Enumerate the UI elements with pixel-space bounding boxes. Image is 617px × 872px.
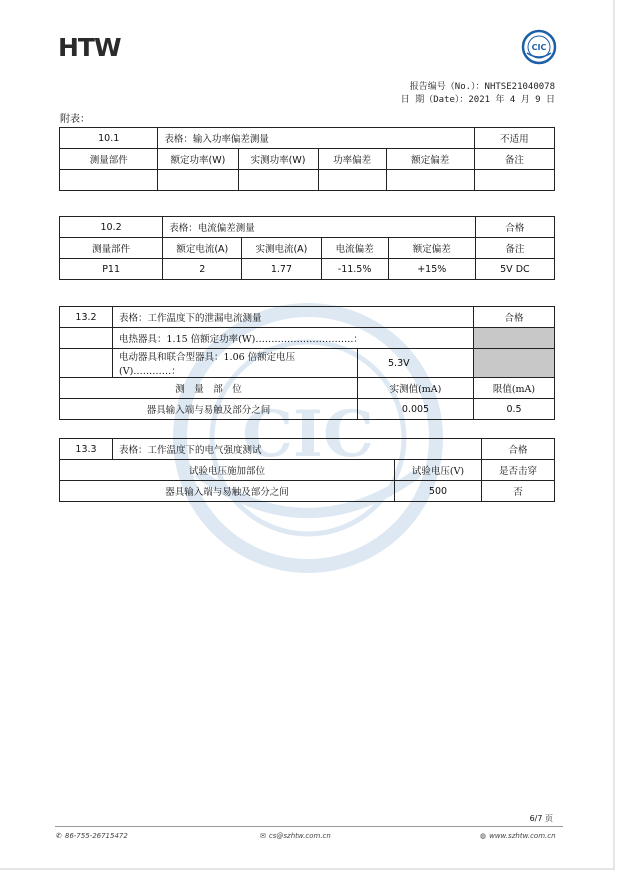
header-cell: 实测功率(W) — [238, 149, 318, 170]
data-cell: +15% — [388, 259, 475, 280]
footer-divider — [55, 826, 563, 827]
data-cell: 否 — [482, 481, 555, 502]
header-cell: 试验电压施加部位 — [60, 460, 395, 481]
header-cell: 测量部件 — [60, 149, 158, 170]
phone-icon: ✆ — [56, 832, 62, 840]
header-cell: 功率偏差 — [318, 149, 386, 170]
header-cell: 额定偏差 — [386, 149, 474, 170]
header-cell: 备注 — [475, 238, 554, 259]
header-cell: 电流偏差 — [321, 238, 388, 259]
table-title: 表格：工作温度下的电气强度测试 — [113, 439, 482, 460]
table-num: 10.1 — [60, 128, 158, 149]
footer-email — [260, 832, 331, 840]
grey-cell — [474, 349, 555, 378]
verdict: 合格 — [482, 439, 555, 460]
spacer-cell — [60, 328, 113, 349]
table-13-2 — [59, 306, 555, 420]
header-cell: 额定电流(A) — [163, 238, 242, 259]
web-text: www.szhtw.com.cn — [489, 832, 556, 840]
header-cell: 备注 — [474, 149, 554, 170]
table-13-3 — [59, 438, 555, 502]
report-number: 报告编号（No.）：NHTSE21040078 — [409, 82, 555, 92]
data-cell: -11.5% — [321, 259, 388, 280]
globe-icon: ◍ — [480, 832, 487, 840]
table-title: 表格：工作温度下的泄漏电流测量 — [113, 307, 474, 328]
data-cell — [60, 170, 158, 191]
data-cell: 0.005 — [358, 399, 474, 420]
header-cell: 测 量 部 位 — [60, 378, 358, 399]
data-cell — [474, 170, 554, 191]
table-10-1 — [59, 127, 555, 191]
page-number: 6/7 页 — [529, 814, 553, 823]
verdict: 合格 — [475, 217, 554, 238]
data-cell: 器具输入端与易触及部分之间 — [60, 399, 358, 420]
data-cell: 1.77 — [242, 259, 321, 280]
line-motor-value: 5.3V — [358, 349, 474, 378]
cic-logo — [521, 29, 557, 65]
header-cell: 试验电压(V) — [395, 460, 482, 481]
data-cell — [158, 170, 238, 191]
phone-text: 86-755-26715472 — [64, 832, 128, 840]
header-cell: 额定功率(W) — [158, 149, 238, 170]
data-cell: 500 — [395, 481, 482, 502]
footer-phone — [56, 832, 128, 840]
data-cell: 器具输入端与易触及部分之间 — [60, 481, 395, 502]
data-cell — [318, 170, 386, 191]
data-cell — [386, 170, 474, 191]
header-cell: 实测电流(A) — [242, 238, 321, 259]
attachment-label: 附表： — [60, 114, 90, 125]
grey-cell — [474, 328, 555, 349]
htw-logo: HTW — [58, 33, 121, 62]
data-cell: 5V DC — [475, 259, 554, 280]
table-10-2 — [59, 216, 555, 280]
table-num: 13.3 — [60, 439, 113, 460]
line-electric-heating: 电热器具：1.15 倍额定功率(W)………………………….： — [113, 328, 474, 349]
verdict: 不适用 — [474, 128, 554, 149]
header-cell: 限值(mA) — [474, 378, 555, 399]
svg-text:CIC: CIC — [531, 43, 547, 52]
data-cell: 0.5 — [474, 399, 555, 420]
header-cell: 测量部件 — [60, 238, 163, 259]
table-title: 表格：输入功率偏差测量 — [158, 128, 474, 149]
envelope-icon: ✉ — [260, 832, 266, 840]
line-motor-appliance: 电动器具和联合型器具：1.06 倍额定电压(V)…………： — [113, 349, 358, 378]
svg-text:CIC: CIC — [242, 397, 374, 472]
data-cell: 2 — [163, 259, 242, 280]
header-cell: 额定偏差 — [388, 238, 475, 259]
table-title: 表格：电流偏差测量 — [163, 217, 476, 238]
footer-web — [480, 832, 556, 840]
data-cell: P11 — [60, 259, 163, 280]
data-cell — [238, 170, 318, 191]
table-num: 10.2 — [60, 217, 163, 238]
spacer-cell — [60, 349, 113, 378]
header-cell: 是否击穿 — [482, 460, 555, 481]
report-date: 日 期（Date）：2021 年 4 月 9 日 — [400, 95, 555, 105]
verdict: 合格 — [474, 307, 555, 328]
header-cell: 实测值(mA) — [358, 378, 474, 399]
email-text: cs@szhtw.com.cn — [268, 832, 331, 840]
table-num: 13.2 — [60, 307, 113, 328]
